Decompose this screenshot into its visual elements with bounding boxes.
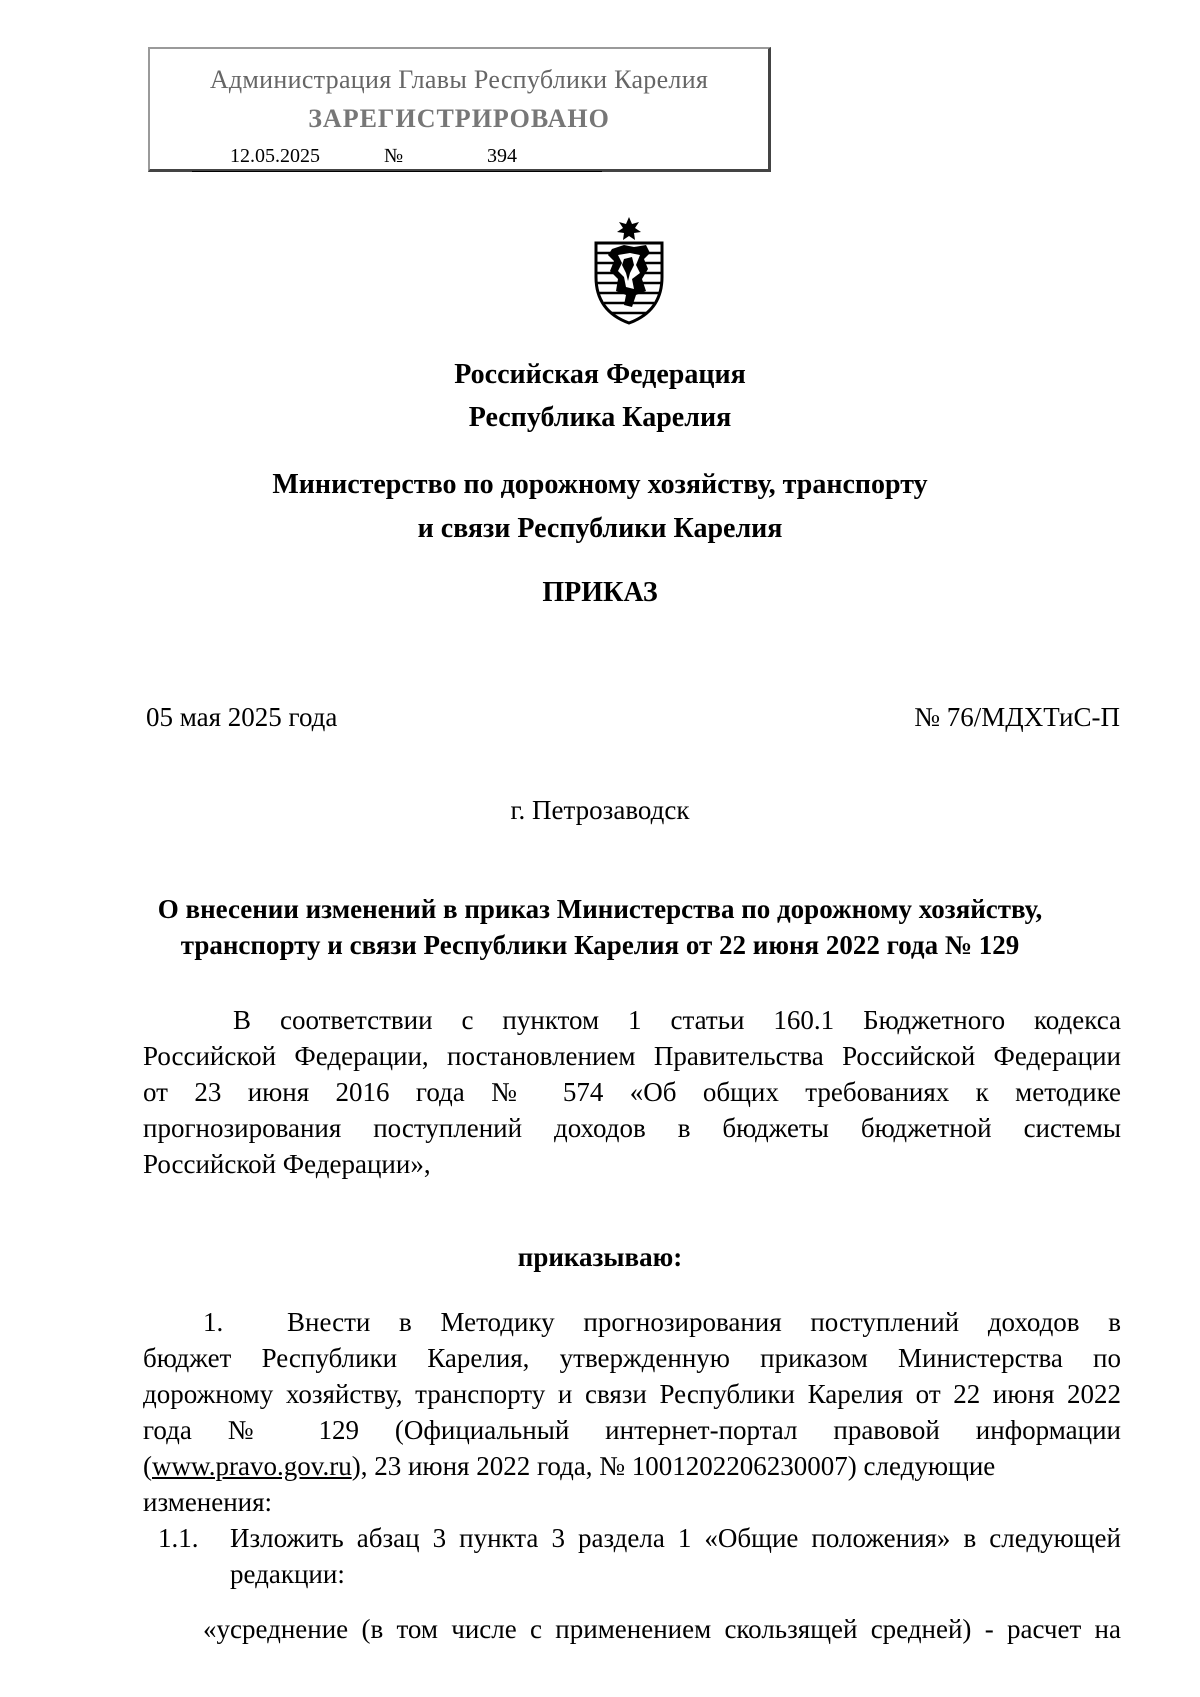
order-date: 05 мая 2025 года — [146, 702, 338, 732]
preamble-line4: прогнозирования поступлений доходов в бюджеты бюджетной системы — [143, 1113, 1121, 1143]
stamp-title: Администрация Главы Республики Карелия — [209, 65, 709, 94]
item1-1-line2: редакции: — [230, 1559, 345, 1589]
stamp-registration-line — [192, 145, 602, 172]
item1-line5-rest: ), 23 июня 2022 года, № 1001202206230007) следующие — [351, 1451, 996, 1481]
item1-1-number: 1.1. — [158, 1523, 199, 1553]
item1-1-quote: «усреднение (в том числе с применением скользящей средней) - расчет на — [203, 1614, 1121, 1644]
preamble-line5: Российской Федерации», — [143, 1149, 431, 1179]
order-number: № 76/МДХТиС-П — [914, 702, 1120, 732]
item1-line1: Внести в Методику прогнозирования поступлений доходов в — [287, 1307, 1121, 1337]
item1-1-line1: Изложить абзац 3 пункта 3 раздела 1 «Общие положения» в следующей — [230, 1523, 1121, 1553]
preamble-line3: от 23 июня 2016 года № 574 «Об общих требованиях к методике — [143, 1077, 1121, 1107]
item1-line6: изменения: — [143, 1487, 273, 1517]
stamp-date: 12.05.2025 — [230, 145, 320, 167]
document-type: ПРИКАЗ — [542, 577, 658, 608]
karelia-coat-of-arms-icon — [584, 215, 674, 327]
city: г. Петрозаводск — [510, 795, 690, 825]
stamp-number-sign: № — [384, 145, 404, 167]
stamp-number: 394 — [487, 145, 517, 167]
item1-line4: года № 129 (Официальный интернет-портал правовой информации — [143, 1415, 1121, 1445]
item1-line5: (www.pravo.gov.ru), 23 июня 2022 года, № 1001202206230007) следующие — [143, 1451, 996, 1481]
item1-line3: дорожному хозяйству, транспорту и связи Республики Карелия от 22 июня 2022 — [143, 1379, 1121, 1409]
header-country: Российская Федерация — [454, 359, 746, 390]
preamble-line2: Российской Федерации, постановлением Правительства Российской Федерации — [143, 1041, 1121, 1071]
header-region: Республика Карелия — [468, 402, 732, 433]
ministry-name-line1: Министерство по дорожному хозяйству, транспорту — [272, 469, 928, 500]
order-word: приказываю: — [517, 1242, 683, 1272]
pravo-gov-link[interactable]: www.pravo.gov.ru — [152, 1451, 352, 1481]
preamble-line1: В соответствии с пунктом 1 статьи 160.1 Бюджетного кодекса — [233, 1005, 1121, 1035]
subject-line2: транспорту и связи Республики Карелия от 22 июня 2022 года № 129 — [180, 930, 1020, 960]
stamp-registered: ЗАРЕГИСТРИРОВАНО — [308, 104, 610, 133]
item1-line2: бюджет Республики Карелия, утвержденную приказом Министерства по — [143, 1343, 1121, 1373]
subject-line1: О внесении изменений в приказ Министерства по дорожному хозяйству, — [157, 894, 1043, 924]
ministry-name-line2: и связи Республики Карелия — [417, 513, 783, 544]
registration-stamp — [148, 47, 771, 172]
item1-number: 1. — [203, 1307, 224, 1337]
